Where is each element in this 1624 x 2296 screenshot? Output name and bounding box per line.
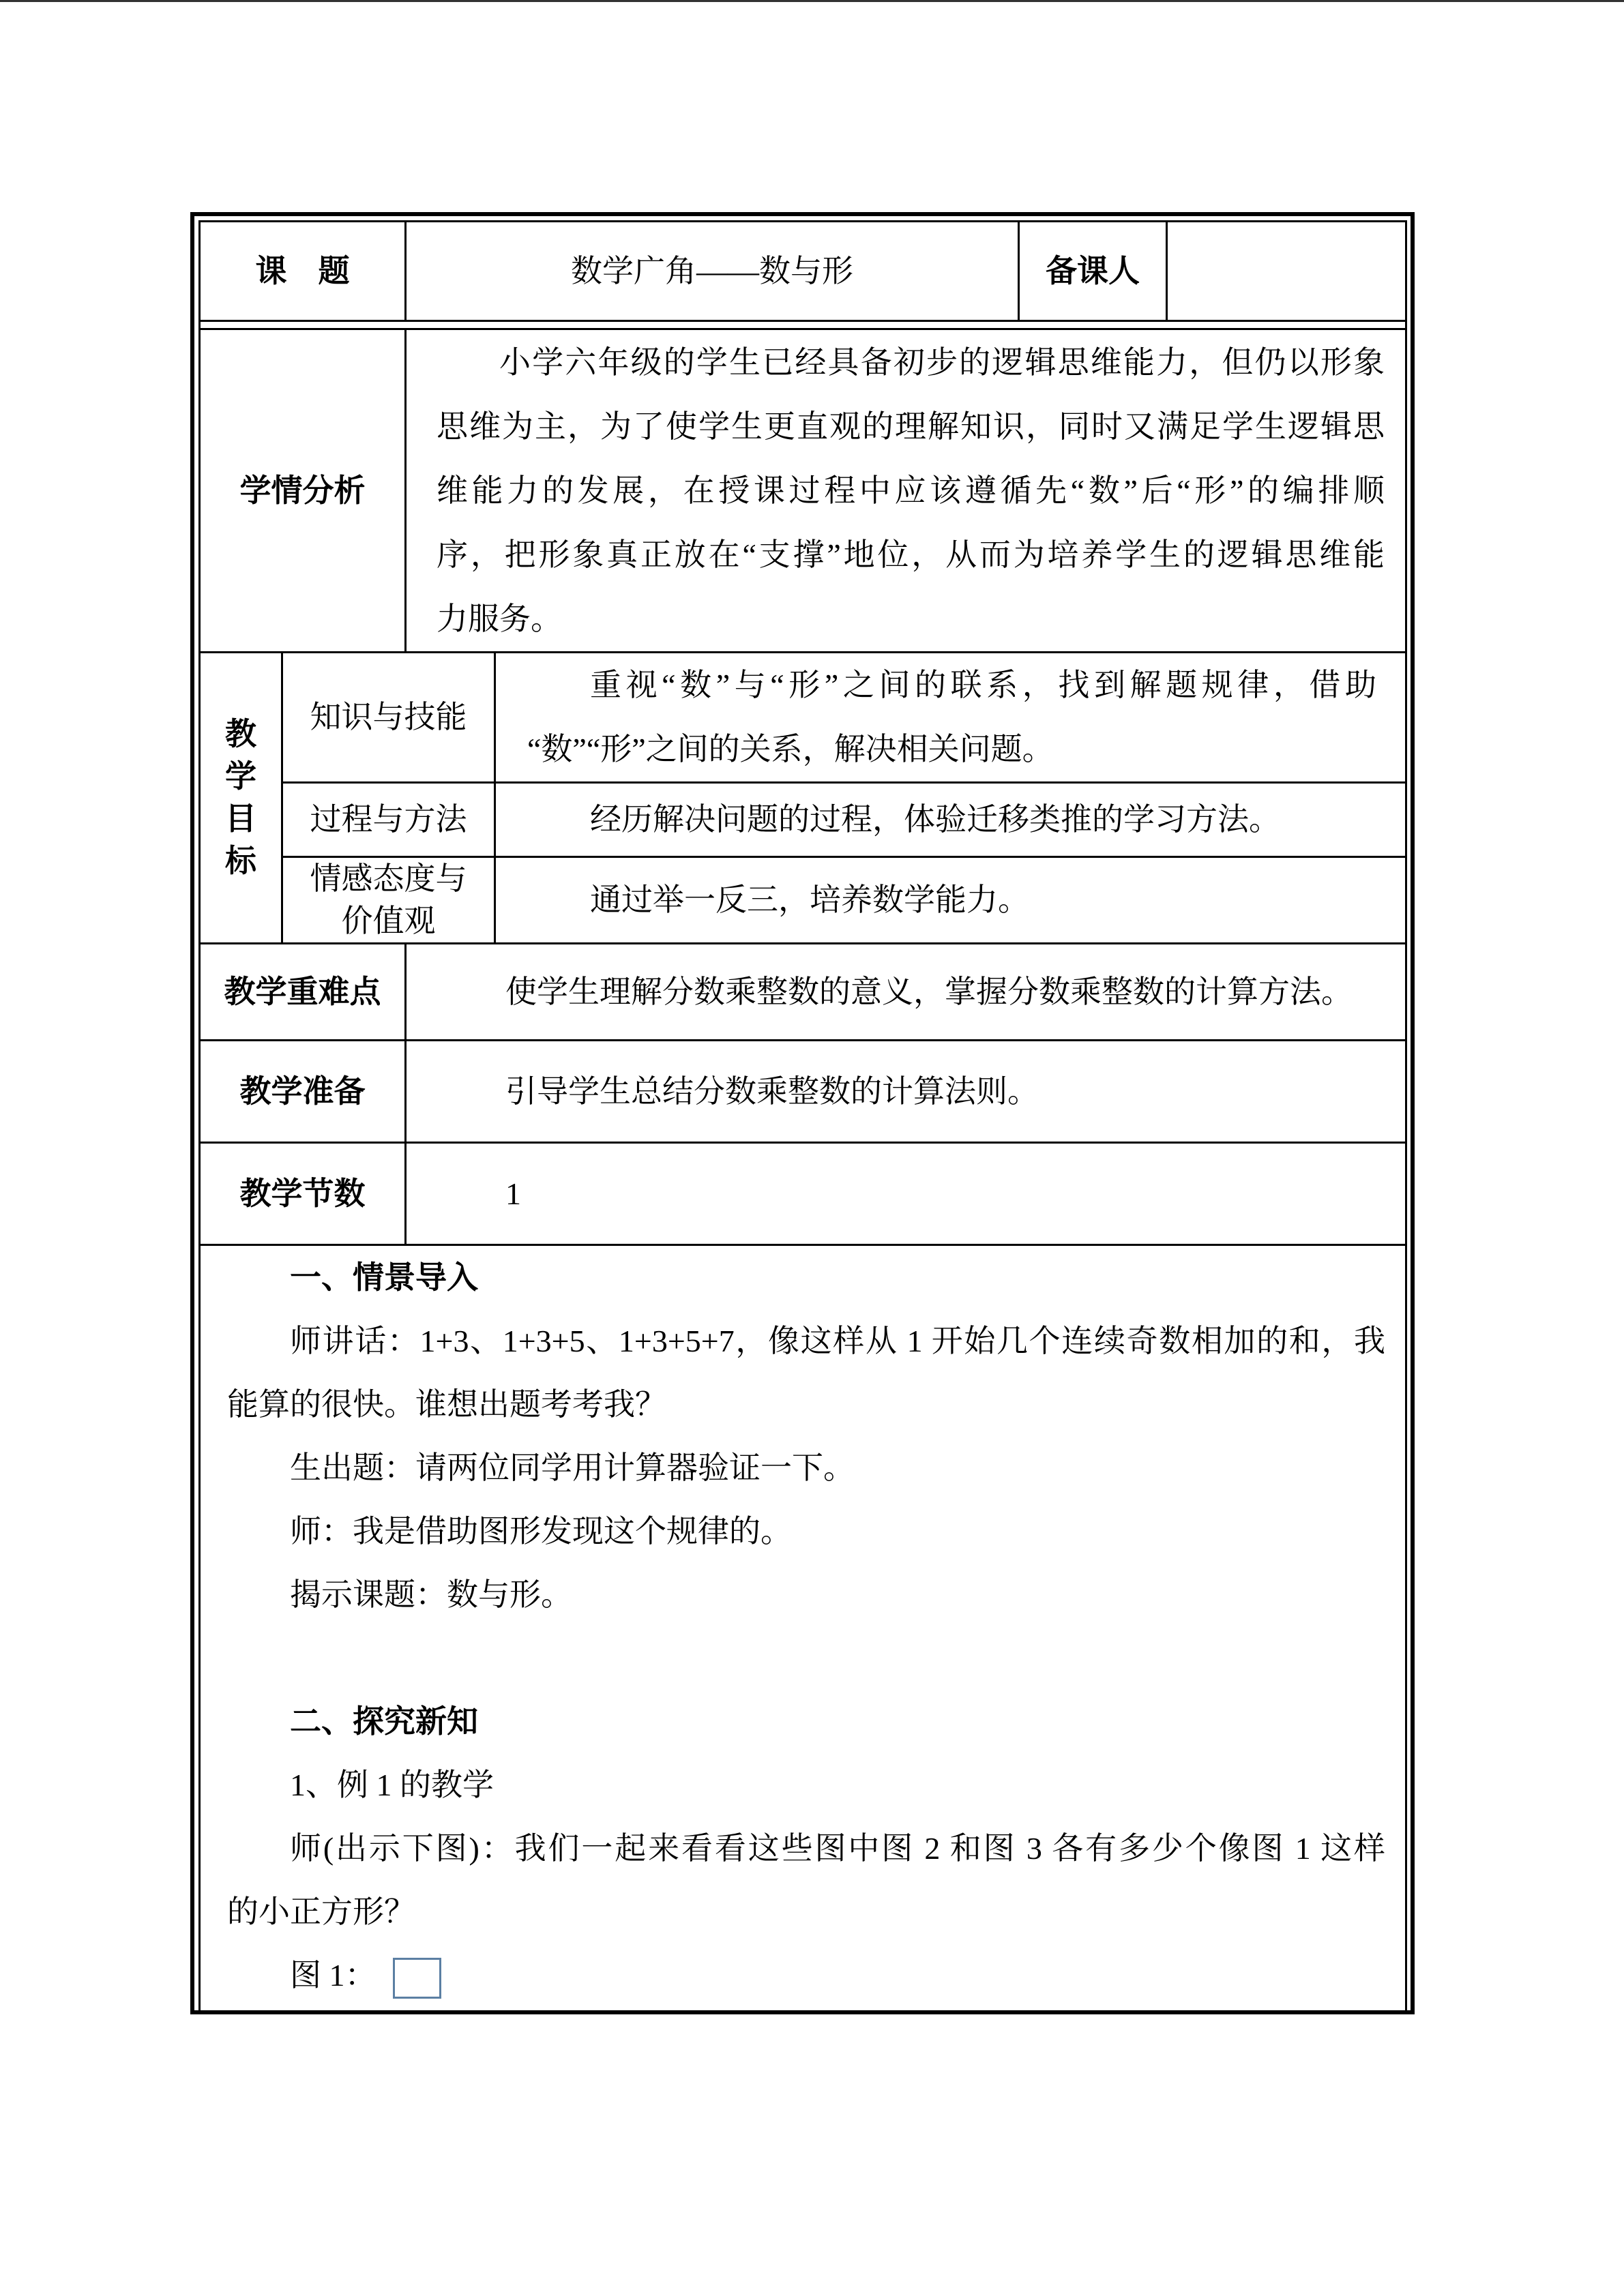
periods-label: 教学节数 <box>239 1176 366 1211</box>
process-content <box>496 784 1405 856</box>
emotion-content <box>496 858 1405 942</box>
figure1-label: 图 1： <box>290 1958 377 1993</box>
blank-line <box>227 1626 1385 1690</box>
preparation-label: 教学准备 <box>239 1073 366 1109</box>
periods-value: 1 <box>505 1176 521 1211</box>
table-rule <box>1405 220 1407 2014</box>
periods-content <box>407 1144 1405 1244</box>
paragraph-line: 1、例 1 的教学 <box>290 1768 494 1802</box>
knowledge-line: “数”“形”之间的关系，解决相关问题。 <box>527 732 1054 766</box>
key-points-label: 教学重难点 <box>224 974 381 1009</box>
preparation-text: 引导学生总结分数乘整数的计算法则。 <box>505 1073 1039 1109</box>
analysis-line: 维能力的发展，在授课过程中应该遵循先“数”后“形”的编排顺 <box>437 473 1385 508</box>
section-title: 一、情景导入 <box>290 1260 478 1295</box>
analysis-line: 小学六年级的学生已经具备初步的逻辑思维能力，但仍以形象 <box>499 344 1385 380</box>
paragraph-line: 师讲话：1+3、1+3+5、1+3+5+7，像这样从 1 开始几个连续奇数相加的和，我 <box>290 1324 1385 1358</box>
objectives-label-cell <box>201 653 281 942</box>
paragraph-line: 揭示课题：数与形。 <box>290 1577 572 1612</box>
figure1-line <box>227 1943 1385 2007</box>
page-top-edge <box>0 0 1624 2</box>
knowledge-content <box>496 653 1405 781</box>
preparer-label: 备课人 <box>1046 253 1140 288</box>
emotion-label-line: 情感态度与 <box>310 861 467 896</box>
table-rule <box>198 320 1407 322</box>
paragraph-line: 的小正方形？ <box>227 1894 415 1929</box>
paragraph-line: 师(出示下图)：我们一起来看看这些图中图 2 和图 3 各有多少个像图 1 这样 <box>290 1831 1385 1866</box>
key-points-content <box>407 944 1405 1039</box>
analysis-content <box>407 330 1405 651</box>
key-points-text: 使学生理解分数乘整数的意义，掌握分数乘整数的计算方法。 <box>505 974 1353 1009</box>
analysis-line: 序，把形象真正放在“支撑”地位，从而为培养学生的逻辑思维能 <box>437 537 1385 572</box>
knowledge-line: 重视“数”与“形”之间的联系，找到解题规律，借助 <box>590 668 1376 702</box>
knowledge-label: 知识与技能 <box>310 700 467 734</box>
emotion-label-line: 价值观 <box>341 904 436 938</box>
analysis-line: 力服务。 <box>437 601 562 636</box>
lesson-title: 数学广角——数与形 <box>571 253 853 288</box>
figure1-square <box>393 1958 441 1999</box>
analysis-label: 学情分析 <box>239 473 366 508</box>
process-text: 经历解决问题的过程，体验迁移类推的学习方法。 <box>590 802 1280 837</box>
process-label: 过程与方法 <box>310 802 467 837</box>
paragraph-line: 生出题：请两位同学用计算器验证一下。 <box>290 1450 855 1485</box>
analysis-line: 思维为主，为了使学生更直观的理解知识，同时又满足学生逻辑思 <box>437 408 1385 444</box>
lesson-process <box>201 1246 1405 2010</box>
objectives-label: 教学目标 <box>225 717 256 878</box>
preparation-content <box>407 1041 1405 1142</box>
paragraph-line: 能算的很快。谁想出题考考我？ <box>227 1387 666 1422</box>
paragraph-line: 师：我是借助图形发现这个规律的。 <box>290 1514 792 1549</box>
emotion-label-cell <box>283 858 494 942</box>
preparer-value <box>1168 222 1405 320</box>
section-title: 二、探究新知 <box>290 1704 478 1739</box>
emotion-text: 通过举一反三，培养数学能力。 <box>590 882 1029 917</box>
subject-label: 课 题 <box>255 253 350 288</box>
